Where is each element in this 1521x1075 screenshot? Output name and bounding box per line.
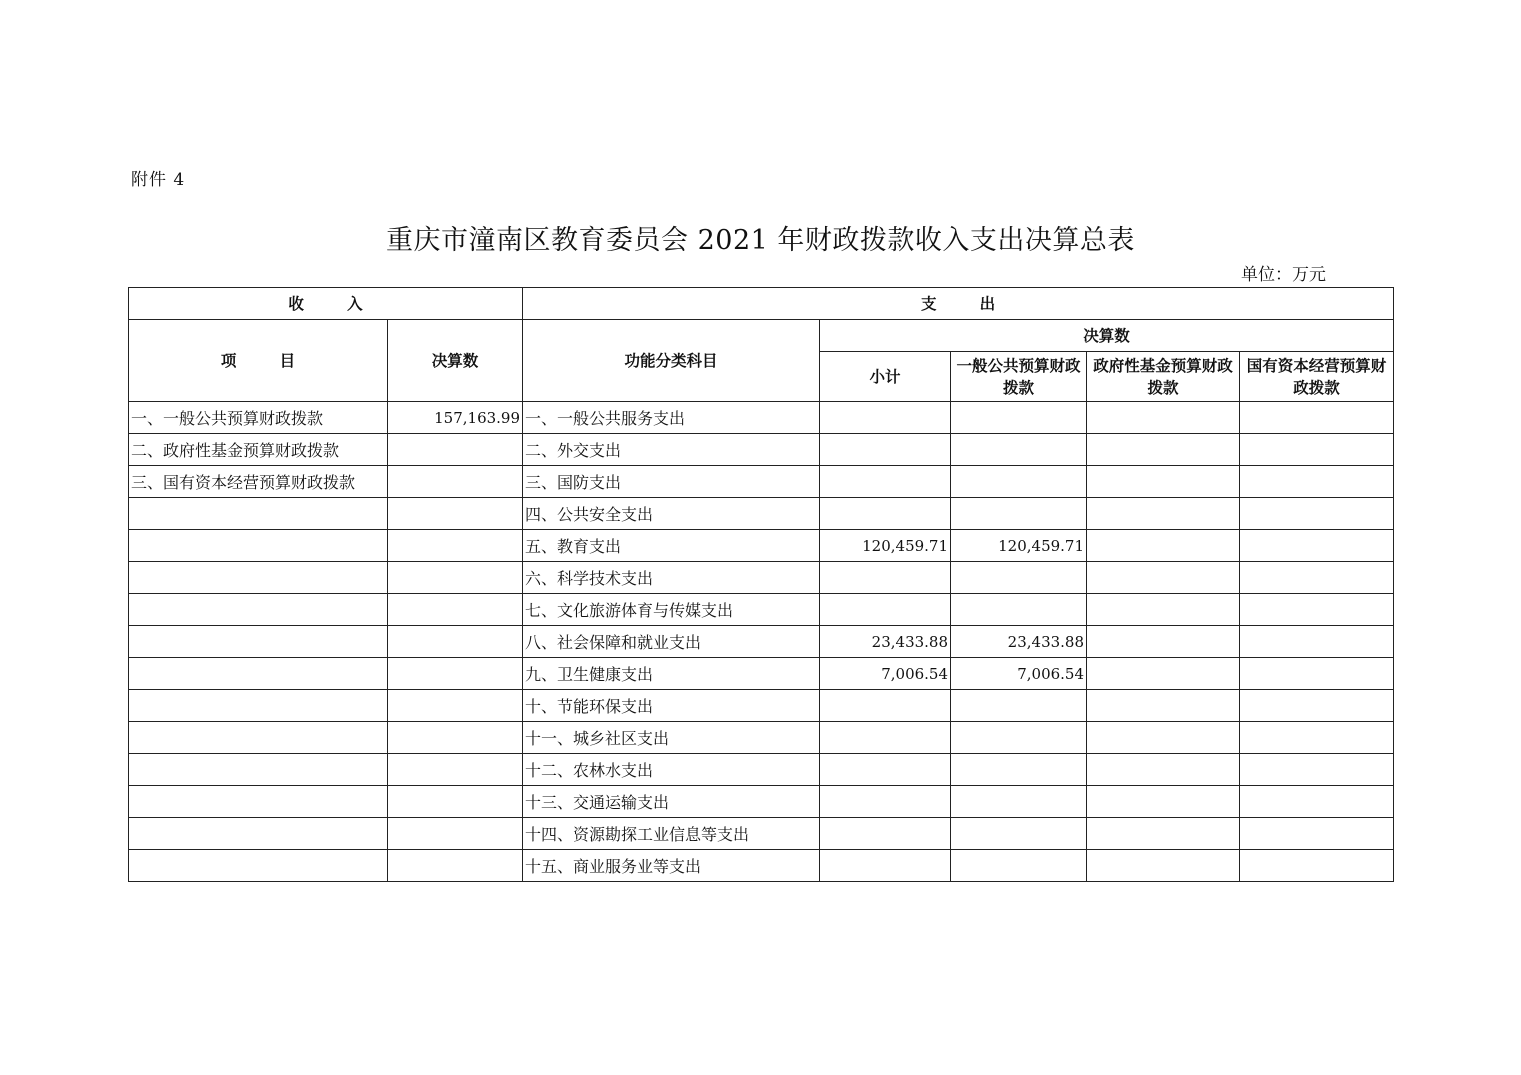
income-amount-cell — [388, 498, 523, 530]
gov-fund-cell — [1087, 690, 1240, 722]
state-capital-cell — [1240, 754, 1394, 786]
income-amount-cell — [388, 786, 523, 818]
state-capital-cell — [1240, 626, 1394, 658]
gov-fund-cell — [1087, 562, 1240, 594]
expense-header: 支 出 — [523, 288, 1394, 320]
general-budget-cell — [951, 434, 1087, 466]
income-amount-cell — [388, 658, 523, 690]
state-capital-cell — [1240, 786, 1394, 818]
subtotal-cell: 7,006.54 — [820, 658, 951, 690]
income-amount-cell — [388, 562, 523, 594]
subtotal-header: 小计 — [820, 352, 951, 402]
table-row — [129, 498, 1394, 530]
state-capital-cell — [1240, 818, 1394, 850]
gov-fund-cell — [1087, 818, 1240, 850]
state-capital-header: 国有资本经营预算财政拨款 — [1240, 352, 1394, 402]
expense-amount-header: 决算数 — [820, 320, 1394, 352]
table-row — [129, 594, 1394, 626]
general-budget-cell: 23,433.88 — [951, 626, 1087, 658]
function-category-cell: 十四、资源勘探工业信息等支出 — [523, 818, 820, 850]
gov-fund-cell — [1087, 754, 1240, 786]
subtotal-cell — [820, 562, 951, 594]
subtotal-cell — [820, 498, 951, 530]
subtotal-cell — [820, 434, 951, 466]
income-item-cell — [129, 786, 388, 818]
state-capital-cell — [1240, 722, 1394, 754]
subtotal-cell: 120,459.71 — [820, 530, 951, 562]
state-capital-cell — [1240, 690, 1394, 722]
income-item-cell — [129, 690, 388, 722]
table-row — [129, 722, 1394, 754]
subtotal-cell — [820, 466, 951, 498]
header-row-1 — [129, 288, 1394, 320]
income-amount-cell — [388, 530, 523, 562]
income-amount-cell — [388, 754, 523, 786]
gov-fund-cell — [1087, 658, 1240, 690]
income-item-cell: 一、一般公共预算财政拨款 — [129, 402, 388, 434]
general-budget-cell — [951, 690, 1087, 722]
gov-fund-cell — [1087, 434, 1240, 466]
function-category-cell: 四、公共安全支出 — [523, 498, 820, 530]
function-category-header: 功能分类科目 — [523, 320, 820, 402]
table-row — [129, 626, 1394, 658]
table-row — [129, 530, 1394, 562]
subtotal-cell — [820, 594, 951, 626]
state-capital-cell — [1240, 562, 1394, 594]
subtotal-cell — [820, 850, 951, 882]
table-row — [129, 562, 1394, 594]
income-amount-header: 决算数 — [388, 320, 523, 402]
subtotal-cell — [820, 690, 951, 722]
function-category-cell: 十二、农林水支出 — [523, 754, 820, 786]
gov-fund-cell — [1087, 594, 1240, 626]
general-budget-cell: 120,459.71 — [951, 530, 1087, 562]
state-capital-cell — [1240, 530, 1394, 562]
income-item-cell — [129, 626, 388, 658]
table-row — [129, 786, 1394, 818]
income-item-cell: 二、政府性基金预算财政拨款 — [129, 434, 388, 466]
income-amount-cell — [388, 690, 523, 722]
general-budget-cell — [951, 850, 1087, 882]
income-item-cell — [129, 818, 388, 850]
state-capital-cell — [1240, 434, 1394, 466]
gov-fund-cell — [1087, 786, 1240, 818]
general-budget-cell — [951, 786, 1087, 818]
budget-summary-table — [128, 287, 1394, 882]
function-category-cell: 七、文化旅游体育与传媒支出 — [523, 594, 820, 626]
subtotal-cell — [820, 722, 951, 754]
income-header: 收 入 — [129, 288, 523, 320]
state-capital-cell — [1240, 402, 1394, 434]
income-amount-cell — [388, 818, 523, 850]
general-budget-cell — [951, 754, 1087, 786]
function-category-cell: 六、科学技术支出 — [523, 562, 820, 594]
income-item-cell — [129, 754, 388, 786]
income-amount-cell: 157,163.99 — [388, 402, 523, 434]
header-row-2 — [129, 320, 1394, 352]
state-capital-cell — [1240, 850, 1394, 882]
gov-fund-cell — [1087, 498, 1240, 530]
income-item-cell — [129, 498, 388, 530]
subtotal-cell — [820, 402, 951, 434]
subtotal-cell — [820, 818, 951, 850]
subtotal-cell — [820, 754, 951, 786]
state-capital-cell — [1240, 594, 1394, 626]
table-row — [129, 818, 1394, 850]
table-row — [129, 402, 1394, 434]
unit-label: 单位：万元 — [1241, 265, 1326, 285]
income-item-cell — [129, 722, 388, 754]
function-category-cell: 十一、城乡社区支出 — [523, 722, 820, 754]
gov-fund-cell — [1087, 530, 1240, 562]
income-item-cell: 三、国有资本经营预算财政拨款 — [129, 466, 388, 498]
function-category-cell: 八、社会保障和就业支出 — [523, 626, 820, 658]
income-amount-cell — [388, 434, 523, 466]
gov-fund-cell — [1087, 850, 1240, 882]
income-item-cell — [129, 530, 388, 562]
function-category-cell: 一、一般公共服务支出 — [523, 402, 820, 434]
function-category-cell: 十五、商业服务业等支出 — [523, 850, 820, 882]
general-budget-cell — [951, 722, 1087, 754]
table-row — [129, 850, 1394, 882]
income-item-cell — [129, 562, 388, 594]
table-row — [129, 434, 1394, 466]
gov-fund-cell — [1087, 722, 1240, 754]
function-category-cell: 五、教育支出 — [523, 530, 820, 562]
general-budget-cell — [951, 562, 1087, 594]
function-category-cell: 二、外交支出 — [523, 434, 820, 466]
general-budget-cell — [951, 498, 1087, 530]
state-capital-cell — [1240, 466, 1394, 498]
item-header: 项 目 — [129, 320, 388, 402]
gov-fund-cell — [1087, 466, 1240, 498]
income-item-cell — [129, 594, 388, 626]
income-amount-cell — [388, 626, 523, 658]
table-row — [129, 690, 1394, 722]
general-budget-header: 一般公共预算财政拨款 — [951, 352, 1087, 402]
general-budget-cell — [951, 466, 1087, 498]
income-item-cell — [129, 850, 388, 882]
subtotal-cell — [820, 786, 951, 818]
gov-fund-cell — [1087, 626, 1240, 658]
state-capital-cell — [1240, 658, 1394, 690]
function-category-cell: 三、国防支出 — [523, 466, 820, 498]
income-item-cell — [129, 658, 388, 690]
gov-fund-header: 政府性基金预算财政拨款 — [1087, 352, 1240, 402]
gov-fund-cell — [1087, 402, 1240, 434]
income-amount-cell — [388, 594, 523, 626]
function-category-cell: 十三、交通运输支出 — [523, 786, 820, 818]
table-row — [129, 466, 1394, 498]
general-budget-cell — [951, 594, 1087, 626]
table-row — [129, 754, 1394, 786]
income-amount-cell — [388, 466, 523, 498]
general-budget-cell — [951, 402, 1087, 434]
function-category-cell: 十、节能环保支出 — [523, 690, 820, 722]
function-category-cell: 九、卫生健康支出 — [523, 658, 820, 690]
general-budget-cell: 7,006.54 — [951, 658, 1087, 690]
table-row — [129, 658, 1394, 690]
attachment-label: 附件 4 — [131, 170, 186, 190]
general-budget-cell — [951, 818, 1087, 850]
subtotal-cell: 23,433.88 — [820, 626, 951, 658]
income-amount-cell — [388, 850, 523, 882]
page-title: 重庆市潼南区教育委员会 2021 年财政拨款收入支出决算总表 — [386, 225, 1135, 256]
income-amount-cell — [388, 722, 523, 754]
state-capital-cell — [1240, 498, 1394, 530]
